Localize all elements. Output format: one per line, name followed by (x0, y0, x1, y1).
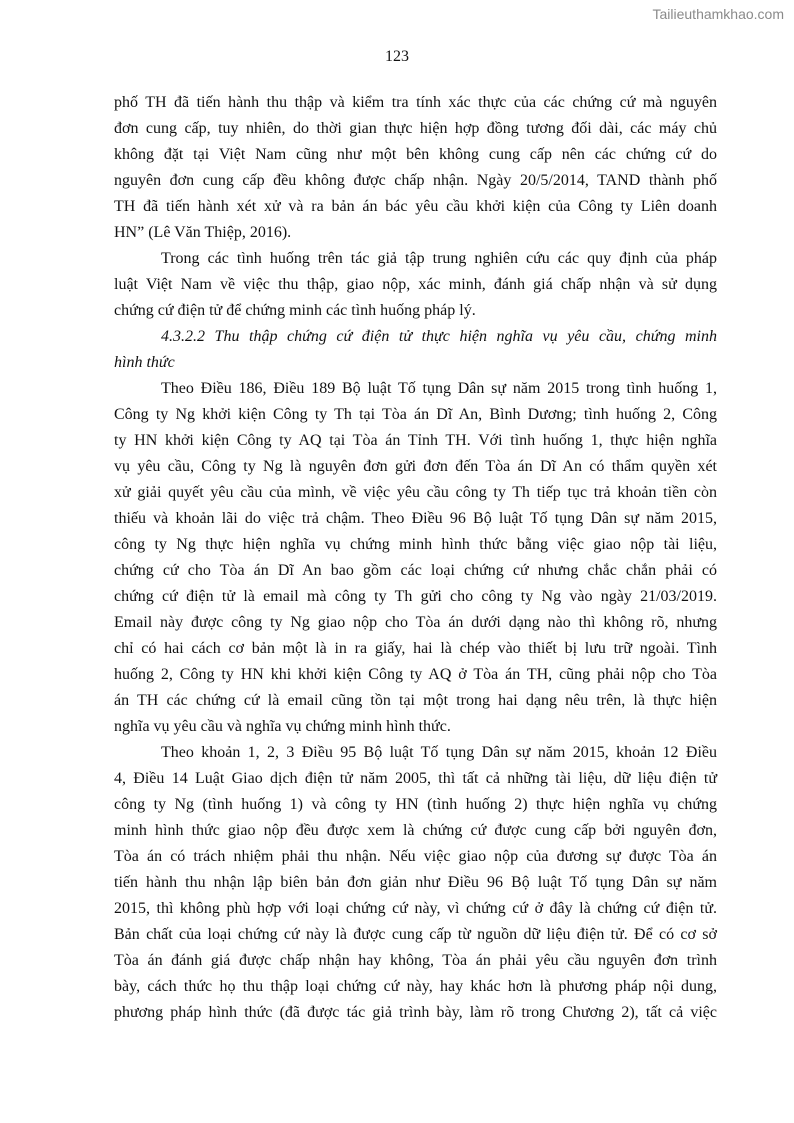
text-line: bày, cách thức họ thu thập loại chứng cứ này, hay khác hơn là phương pháp nội dung, (114, 978, 717, 995)
text-line: 4, Điều 14 Luật Giao dịch điện tử năm 2005, thì tất cả những tài liệu, dữ liệu điện tử (114, 770, 717, 787)
text-line: án TH các chứng cứ là email cũng tồn tại một trong hai dạng nêu trên, là thực hiện (114, 692, 717, 709)
text-line: Tòa án có trách nhiệm phải thu nhận. Nếu việc giao nộp của đương sự được Tòa án (114, 848, 717, 865)
text-line: HN” (Lê Văn Thiệp, 2016). (114, 224, 292, 241)
text-line: phương pháp hình thức (đã được tác giả trình bày, làm rõ trong Chương 2), tất cả việc (114, 1004, 717, 1021)
text-line: không đặt tại Việt Nam cũng như một bên không cung cấp nên các chứng cứ do (114, 146, 717, 163)
section-heading: 4.3.2.2 Thu thập chứng cứ điện tử thực hiện nghĩa vụ yêu cầu, chứng minh (161, 328, 717, 345)
text-line: luật Việt Nam về việc thu thập, giao nộp, xác minh, đánh giá chấp nhận và sử dụng (114, 276, 717, 293)
text-line: thiếu và khoản lãi do việc trả chậm. Theo Điều 96 Bộ luật Tố tụng Dân sự năm 2015, (114, 510, 717, 527)
text-line: minh hình thức giao nộp đều được xem là chứng cứ được cung cấp bởi nguyên đơn, (114, 822, 717, 839)
text-line: Tòa án đánh giá được chấp nhận hay không, Tòa án phải yêu cầu nguyên đơn trình (114, 952, 717, 969)
text-line: Theo khoản 1, 2, 3 Điều 95 Bộ luật Tố tụng Dân sự năm 2015, khoản 12 Điều (161, 744, 717, 761)
page-number: 123 (385, 48, 409, 65)
text-line: chứng cứ điện tử để chứng minh các tình huống pháp lý. (114, 302, 476, 319)
text-line: tiến hành thu nhận lập biên bản đơn giản như Điều 96 Bộ luật Tố tụng Dân sự năm (114, 874, 717, 891)
text-line: xử giải quyết yêu cầu của mình, về việc yêu cầu công ty Th tiếp tục trả khoản tiền còn (114, 484, 717, 501)
text-line: công ty Ng (tình huống 1) và công ty HN (tình huống 2) thực hiện nghĩa vụ chứng (114, 796, 717, 813)
text-line: Bản chất của loại chứng cứ này là được cung cấp từ nguồn dữ liệu điện tử. Để có cơ sở (114, 926, 717, 943)
text-line: chỉ có hai cách cơ bản một là in ra giấy, hai là chép vào thiết bị lưu trữ ngoài. Tình (114, 640, 717, 657)
text-line: TH đã tiến hành xét xử và ra bản án bác yêu cầu khởi kiện của Công ty Liên doanh (114, 198, 717, 215)
text-line: ty HN khởi kiện Công ty AQ tại Tòa án Tỉnh TH. Với tình huống 1, thực hiện nghĩa (114, 432, 717, 449)
text-line: Trong các tình huống trên tác giả tập trung nghiên cứu các quy định của pháp (161, 250, 717, 267)
text-line: Công ty Ng khởi kiện Công ty Th tại Tòa án Dĩ An, Bình Dương; tình huống 2, Công (114, 406, 717, 423)
text-line: chứng cứ cho Tòa án Dĩ An bao gồm các loại chứng cứ nhưng chắc chắn phải có (114, 562, 717, 579)
text-line: Theo Điều 186, Điều 189 Bộ luật Tố tụng Dân sự năm 2015 trong tình huống 1, (161, 380, 717, 397)
text-line: công ty Ng thực hiện nghĩa vụ chứng minh hình thức bằng việc giao nộp tài liệu, (114, 536, 717, 553)
text-line: huống 2, Công ty HN khi khởi kiện Công ty AQ ở Tòa án TH, cũng phải nộp cho Tòa (114, 666, 717, 683)
text-line: Email này được công ty Ng giao nộp cho Tòa án dưới dạng nào thì không rõ, nhưng (114, 614, 717, 631)
section-heading: hình thức (114, 354, 175, 371)
text-line: chứng cứ điện tử là email mà công ty Th gửi cho công ty Ng vào ngày 21/03/2019. (114, 588, 717, 605)
text-line: vụ yêu cầu, Công ty Ng là nguyên đơn gửi đơn đến Tòa án Dĩ An có thẩm quyền xét (114, 458, 717, 475)
text-line: nghĩa vụ yêu cầu và nghĩa vụ chứng minh hình thức. (114, 718, 451, 735)
text-line: phố TH đã tiến hành thu thập và kiểm tra tính xác thực của các chứng cứ mà nguyên (114, 94, 717, 111)
watermark: Tailieuthamkhao.com (652, 6, 784, 22)
text-line: 2015, thì không phù hợp với loại chứng cứ này, vì chứng cứ ở đây là chứng cứ điện tử. (114, 900, 717, 917)
text-line: nguyên đơn cung cấp đều không được chấp nhận. Ngày 20/5/2014, TAND thành phố (114, 172, 717, 189)
text-line: đơn cung cấp, tuy nhiên, do thời gian thực hiện hợp đồng tương đối dài, các máy chủ (114, 120, 717, 137)
